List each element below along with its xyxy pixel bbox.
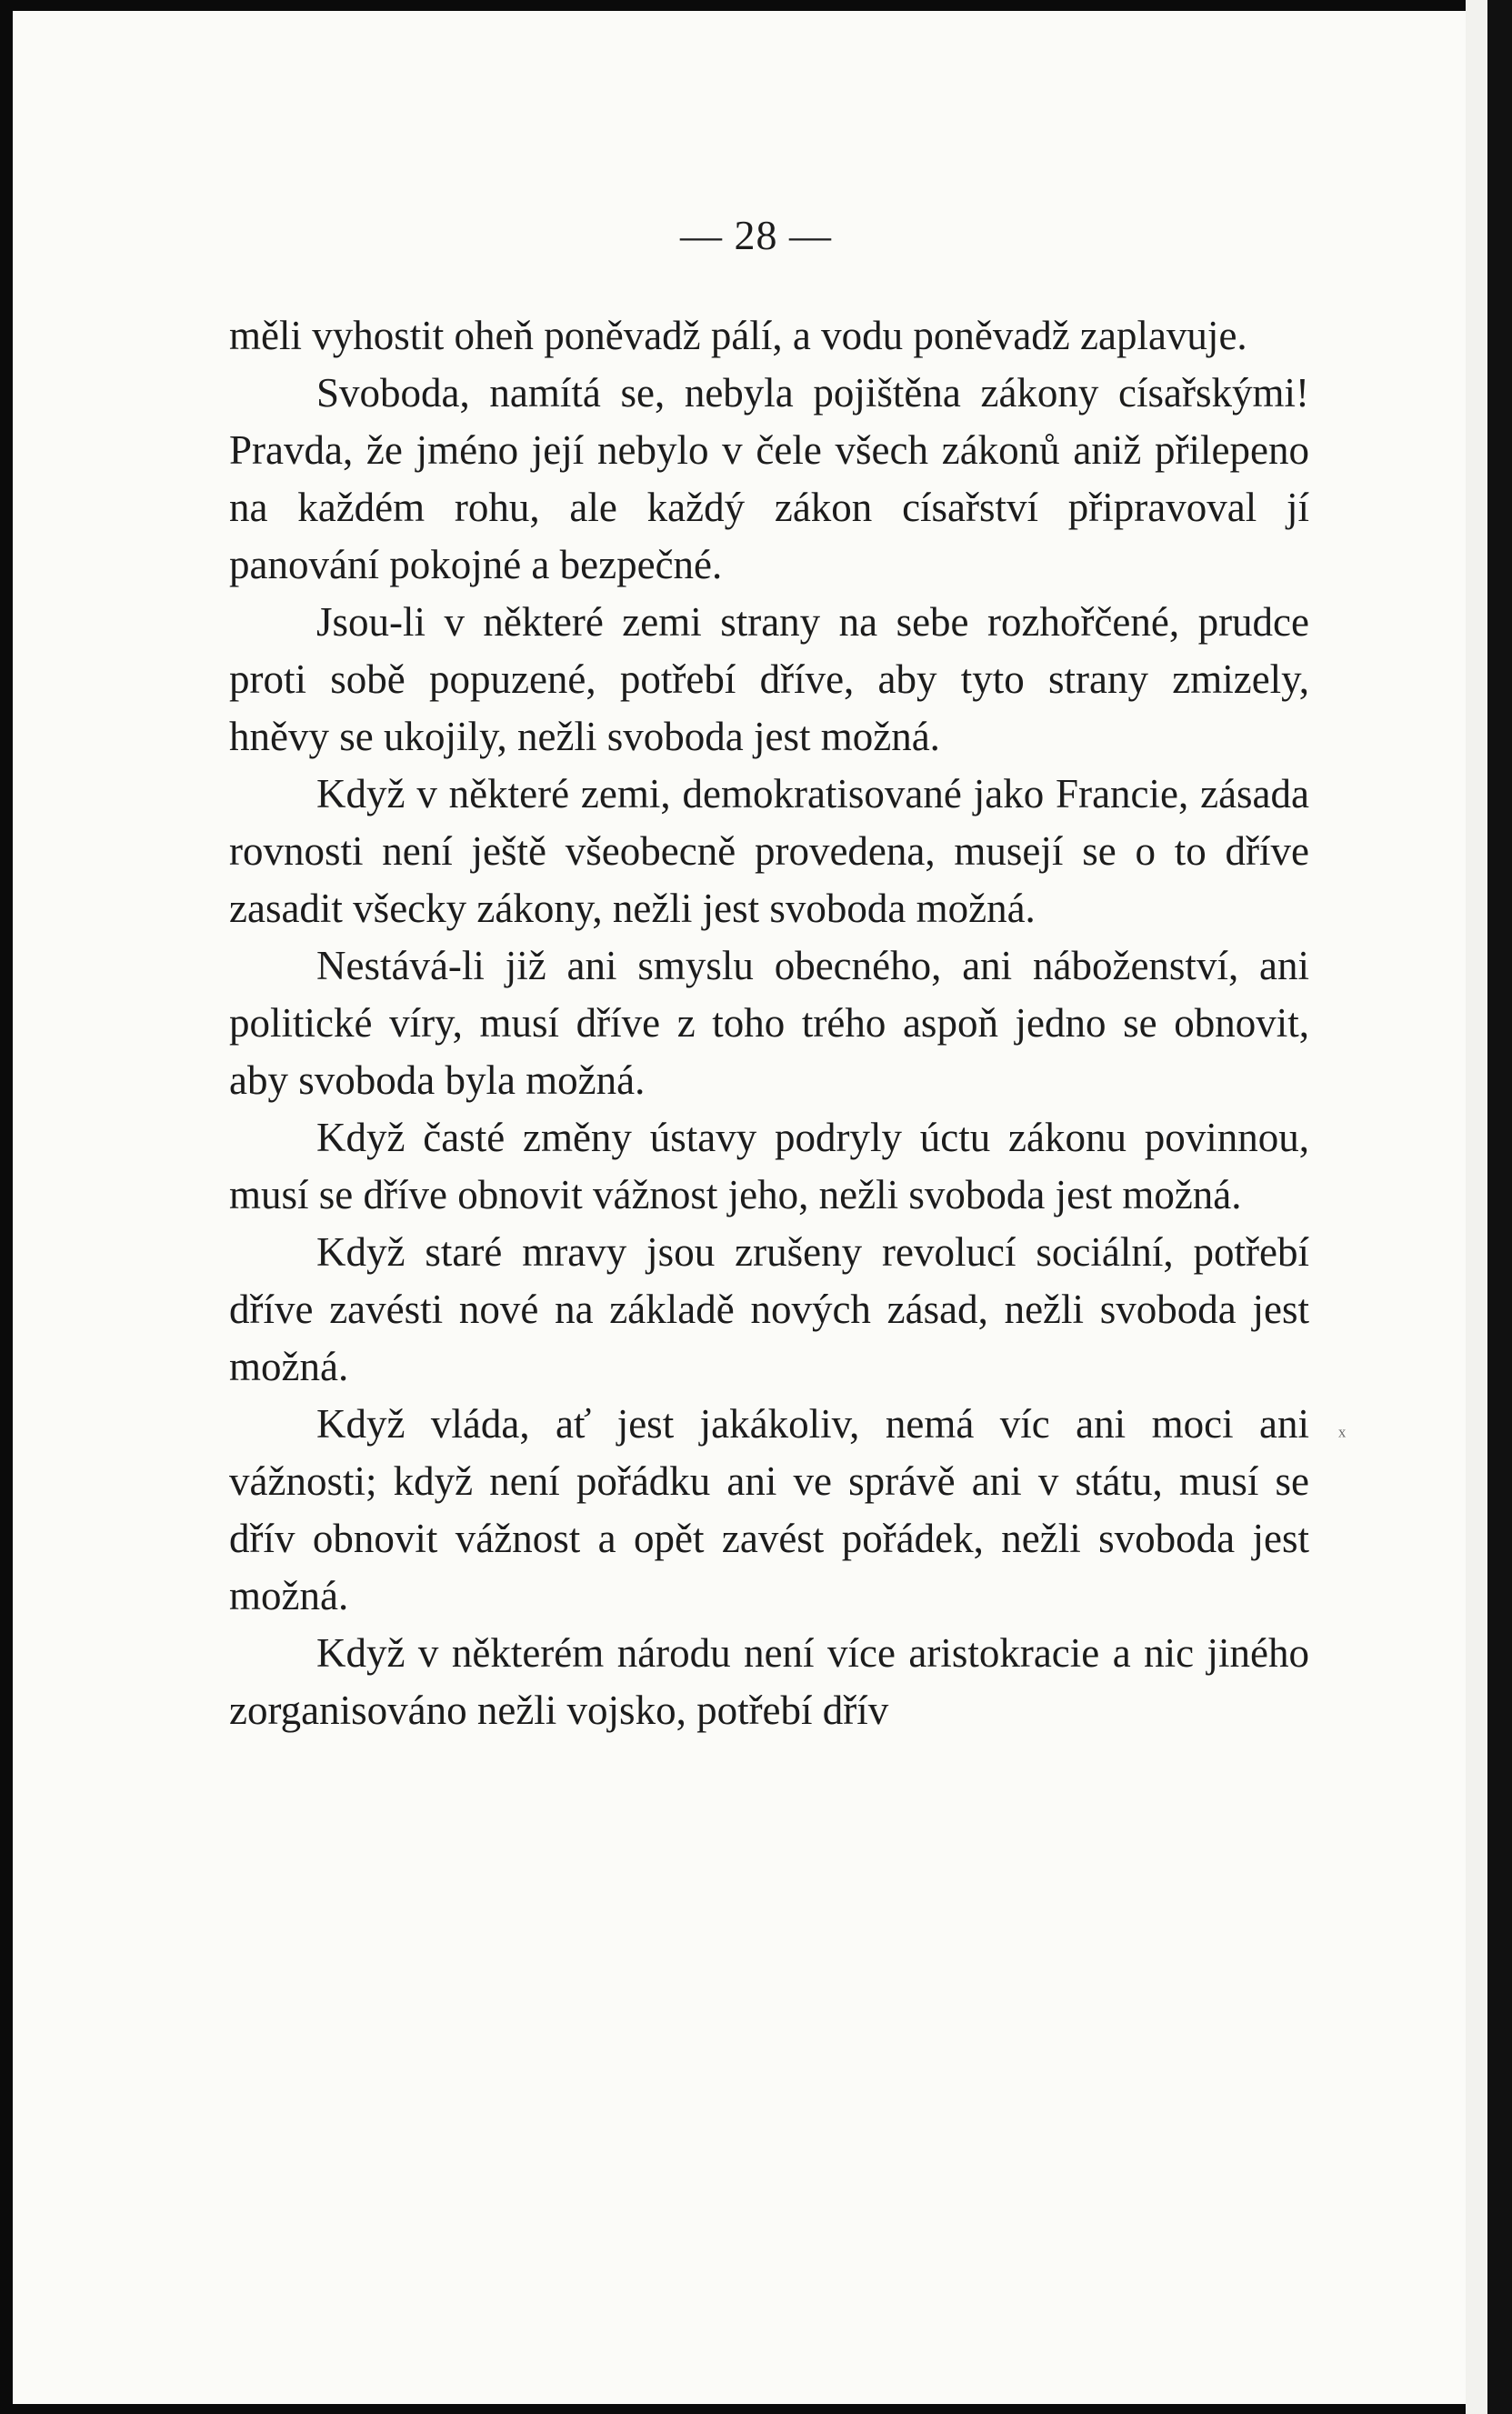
paragraph: Svoboda, namítá se, nebyla pojištěna zákony císařskými! Pravda, že jméno její nebylo v čele všech zákonů aniž přilepeno na každém rohu, ale každý zákon císařství připravoval jí panování pokojné a bezpečné. bbox=[229, 370, 1309, 587]
page-number: — 28 — bbox=[680, 212, 832, 258]
paragraph: Jsou-li v některé zemi strany na sebe rozhořčené, prudce proti sobě popuzené, potřebí dříve, aby tyto strany zmizely, hněvy se ukojily, nežli svoboda jest možná. bbox=[229, 599, 1309, 759]
margin-mark: ₓ bbox=[1338, 1413, 1347, 1441]
adjacent-page-edge bbox=[1466, 0, 1487, 2414]
paragraph: Když staré mravy jsou zrušeny revolucí sociální, potřebí dříve zavésti nové na základě nových zásad, nežli svoboda jest možná. bbox=[229, 1229, 1309, 1389]
paragraph: Když v některé zemi, demokratisované jako Francie, zásada rovnosti není ještě všeobecně provedena, musejí se o to dříve zasadit všecky zákony, nežli jest svoboda možná. bbox=[229, 771, 1309, 931]
paragraph: Když v některém národu není více aristokracie a nic jiného zorganisováno nežli vojsko, potřebí dřív bbox=[229, 1630, 1309, 1733]
paragraph: měli vyhostit oheň poněvadž pálí, a vodu poněvadž zaplavuje. bbox=[229, 313, 1247, 358]
scan-border bbox=[1487, 0, 1512, 2414]
paragraph: Když vláda, ať jest jakákoliv, nemá víc ani moci ani vážnosti; když není pořádku ani ve správě ani v státu, musí se dřív obnovit vážnost a opět zavést pořádek, nežli svoboda jest možná. bbox=[229, 1401, 1309, 1618]
paragraph: Nestává-li již ani smyslu obecného, ani náboženství, ani politické víry, musí dříve z toho trého aspoň jedno se obnovit, aby svoboda byla možná. bbox=[229, 943, 1309, 1103]
paragraph: Když časté změny ústavy podryly úctu zákonu povinnou, musí se dříve obnovit vážnost jeho, nežli svoboda jest možná. bbox=[229, 1115, 1309, 1217]
body-text bbox=[229, 307, 1309, 1739]
